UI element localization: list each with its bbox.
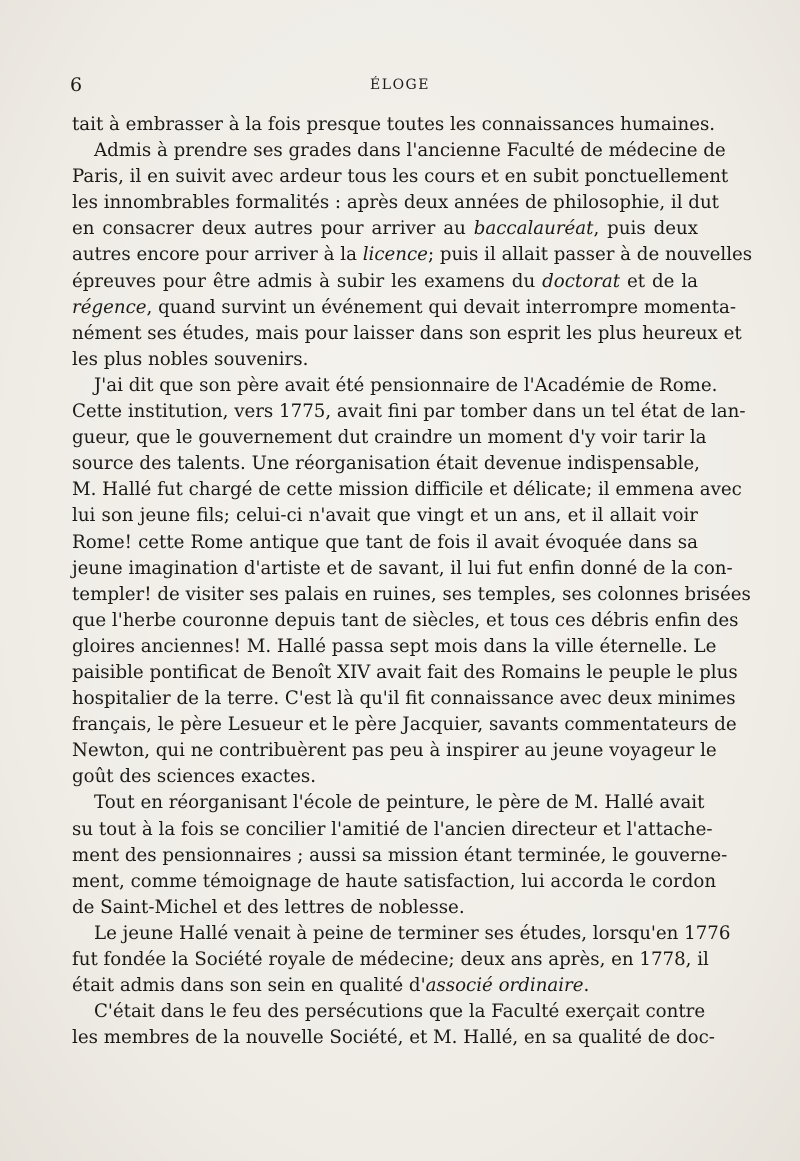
text-line: que l'herbe couronne depuis tant de siècles, et tous ces débris enfin des bbox=[72, 609, 739, 631]
text-line: C'était dans le feu des persécutions que la Faculté exerçait contre bbox=[94, 1001, 706, 1023]
text-run: était admis dans son sein en qualité d' bbox=[72, 975, 426, 997]
text-line bbox=[72, 295, 737, 321]
text-line: fut fondée la Société royale de médecine; deux ans après, en 1778, il bbox=[72, 949, 709, 970]
text-line: goût des sciences exactes. bbox=[72, 766, 317, 788]
italic-term: licence bbox=[362, 244, 428, 266]
text-line: tait à embrasser à la fois presque toutes les connaissances humaines. bbox=[72, 114, 716, 135]
text-line bbox=[72, 973, 698, 999]
text-line: templer! de visiter ses palais en ruines, ses temples, ses colonnes brisées bbox=[72, 583, 751, 605]
text-line: nément ses études, mais pour laisser dans son esprit les plus heureux et bbox=[72, 322, 742, 344]
body-text bbox=[72, 112, 753, 1051]
text-line: J'ai dit que son père avait été pensionnaire de l'Académie de Rome. bbox=[94, 374, 718, 396]
text-line: Paris, il en suivit avec ardeur tous les cours et en subit ponctuellement bbox=[72, 166, 729, 188]
text-line: Tout en réorganisant l'école de peinture, le père de M. Hallé avait bbox=[94, 792, 705, 814]
text-run: autres encore pour arriver à la bbox=[72, 244, 363, 266]
text-line: Rome! cette Rome antique que tant de fois il avait évoquée dans sa bbox=[72, 531, 698, 553]
italic-term: doctorat bbox=[542, 270, 621, 292]
text-line: hospitalier de la terre. C'est là qu'il fit connaissance avec deux minimes bbox=[72, 688, 736, 710]
text-run: épreuves pour être admis à subir les examens du bbox=[72, 270, 543, 292]
text-line: les membres de la nouvelle Société, et M. Hallé, en sa qualité de doc- bbox=[72, 1027, 715, 1049]
text-line: lui son jeune fils; celui-ci n'avait que vingt et un ans, et il allait voir bbox=[72, 505, 698, 527]
text-line: Newton, qui ne contribuèrent pas peu à inspirer au jeune voyageur le bbox=[72, 740, 717, 762]
italic-term: baccalauréat bbox=[473, 218, 594, 240]
text-line: jeune imagination d'artiste et de savant, il lui fut enfin donné de la con- bbox=[72, 557, 733, 579]
text-run: et de la bbox=[620, 270, 698, 292]
text-line: Le jeune Hallé venait à peine de terminer ses études, lorsqu'en 1776 bbox=[94, 922, 731, 944]
text-line: de Saint-Michel et des lettres de noblesse. bbox=[72, 896, 465, 918]
text-line: Cette institution, vers 1775, avait fini par tomber dans un tel état de lan- bbox=[72, 401, 746, 423]
text-line: paisible pontificat de Benoît XIV avait fait des Romains le peuple le plus bbox=[72, 661, 738, 683]
text-line: M. Hallé fut chargé de cette mission difficile et délicate; il emmena avec bbox=[72, 479, 742, 501]
running-head: ÉLOGE bbox=[370, 77, 430, 93]
italic-term: associé ordinaire bbox=[425, 975, 584, 997]
text-run: en consacrer deux autres pour arriver au bbox=[72, 218, 474, 240]
italic-term: régence bbox=[72, 296, 147, 318]
text-line: su tout à la fois se concilier l'amitié de l'ancien directeur et l'attache- bbox=[72, 818, 713, 840]
page-number: 6 bbox=[70, 74, 83, 96]
text-line: français, le père Lesueur et le père Jacquier, savants commentateurs de bbox=[72, 714, 737, 736]
text-run: . bbox=[583, 975, 590, 997]
text-run: , quand survint un événement qui devait interrompre momenta- bbox=[146, 296, 737, 318]
text-line bbox=[72, 269, 698, 295]
text-line: les plus nobles souvenirs. bbox=[72, 348, 309, 370]
page-header bbox=[70, 74, 730, 102]
text-line: les innombrables formalités : après deux années de philosophie, il dut bbox=[72, 192, 719, 214]
text-line: gloires anciennes! M. Hallé passa sept mois dans la ville éternelle. Le bbox=[72, 635, 717, 657]
text-line bbox=[72, 242, 753, 268]
text-line: source des talents. Une réorganisation était devenue indispensable, bbox=[72, 453, 700, 475]
text-run: , puis deux bbox=[593, 218, 698, 240]
text-line: Admis à prendre ses grades dans l'ancienne Faculté de médecine de bbox=[94, 140, 726, 162]
text-line: ment des pensionnaires ; aussi sa mission étant terminée, le gouverne- bbox=[72, 844, 728, 866]
text-line bbox=[72, 216, 698, 242]
text-line: ment, comme témoignage de haute satisfaction, lui accorda le cordon bbox=[72, 870, 717, 892]
text-run: ; puis il allait passer à de nouvelles bbox=[427, 244, 753, 266]
text-line: gueur, que le gouvernement dut craindre un moment d'y voir tarir la bbox=[72, 427, 707, 449]
